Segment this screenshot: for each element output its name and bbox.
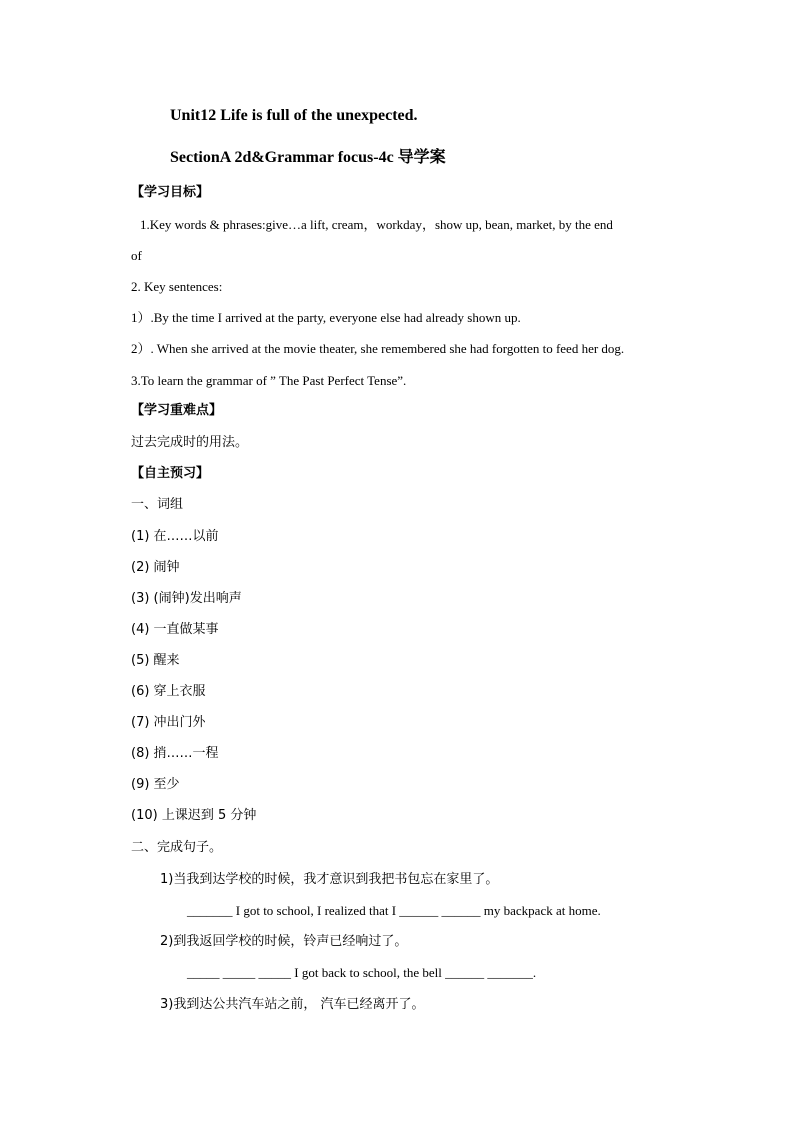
phrase-item: (4) 一直做某事 — [131, 622, 219, 637]
key-sentence-2: 2）. When she arrived at the movie theater, she remembered she had forgotten to feed her dog. — [131, 341, 625, 356]
sentence-2-cn: 2)到我返回学校的时候，铃声已经响过了。 — [160, 934, 408, 949]
sentences-title: 二、完成句子。 — [131, 840, 223, 855]
objective-3: 3.To learn the grammar of ” The Past Perfect Tense”. — [131, 373, 407, 388]
phrase-item: (9) 至少 — [131, 777, 180, 792]
preview-heading: 【自主预习】 — [131, 466, 210, 481]
objective-1-line-1: 1.Key words & phrases:give…a lift, cream，workday，show up, bean, market, by the end — [140, 217, 613, 232]
title-line-2: SectionA 2d&Grammar focus-4c 导学案 — [170, 149, 446, 166]
objective-2: 2. Key sentences: — [131, 279, 223, 294]
sentence-3-cn: 3)我到达公共汽车站之前， 汽车已经离开了。 — [160, 997, 425, 1012]
phrase-item: (3) (闹钟)发出响声 — [131, 591, 242, 606]
key-sentence-1: 1）.By the time I arrived at the party, everyone else had already shown up. — [131, 310, 521, 325]
phrase-item: (8) 捎……一程 — [131, 746, 219, 761]
phrase-item: (10) 上课迟到 5 分钟 — [131, 808, 257, 823]
phrase-item: (1) 在……以前 — [131, 529, 219, 544]
sentence-1-cn: 1)当我到达学校的时候，我才意识到我把书包忘在家里了。 — [160, 872, 499, 887]
objectives-heading: 【学习目标】 — [131, 185, 210, 200]
phrase-item: (5) 醒来 — [131, 653, 180, 668]
phrases-title: 一、词组 — [131, 497, 184, 512]
difficulty-heading: 【学习重难点】 — [131, 403, 223, 418]
phrase-item: (6) 穿上衣服 — [131, 684, 206, 699]
objective-1-line-2: of — [131, 248, 142, 263]
difficulty-text: 过去完成时的用法。 — [131, 435, 249, 450]
sentence-1-en: _______ I got to school, I realized that I ______ ______ my backpack at home. — [187, 903, 601, 918]
sentence-2-en: _____ _____ _____ I got back to school, the bell ______ _______. — [187, 965, 537, 980]
title-line-1: Unit12 Life is full of the unexpected. — [170, 107, 418, 124]
phrase-item: (7) 冲出门外 — [131, 715, 206, 730]
phrase-item: (2) 闹钟 — [131, 560, 180, 575]
